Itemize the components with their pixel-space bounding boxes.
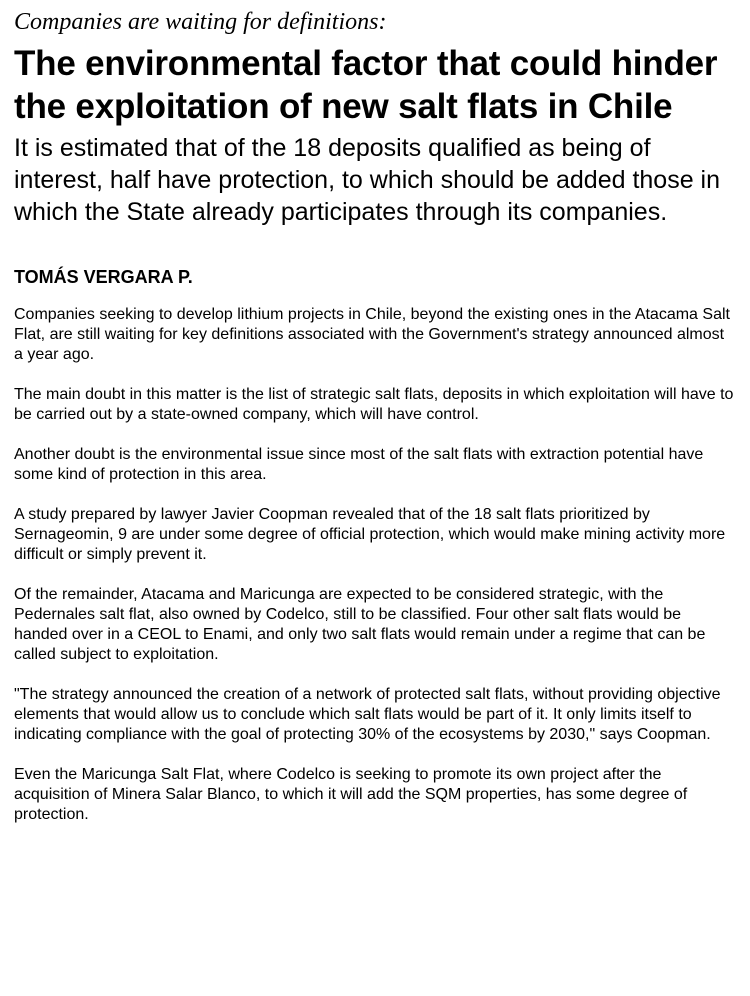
article-paragraph: Another doubt is the environmental issue since most of the salt flats with extraction potential have some kind of protection in this area. [14,446,704,483]
article-author: TOMÁS VERGARA P. [14,267,193,287]
article-paragraph: Companies seeking to develop lithium projects in Chile, beyond the existing ones in the Atacama Salt Flat, are still waiting for key definitions associated with the Government's strategy announced almost a year ago. [14,306,730,363]
article-headline: The environmental factor that could hinder the exploitation of new salt flats in Chile [14,44,718,126]
article-paragraph: Of the remainder, Atacama and Maricunga are expected to be considered strategic, with the Pedernales salt flat, also owned by Codelco, still to be classified. Four other salt flats would be handed over in a CEOL to Enami, and only two salt flats would remain under a regime that can be called subject to exploitation. [14,586,706,663]
article-kicker: Companies are waiting for definitions: [14,9,387,35]
article-subtitle: It is estimated that of the 18 deposits qualified as being of interest, half have protection, to which should be added those in which the State already participates through its companies. [14,134,721,226]
article-body [14,305,736,825]
article-paragraph: "The strategy announced the creation of a network of protected salt flats, without providing objective elements that would allow us to conclude which salt flats would be part of it. It only limits itself to indicating compliance with the goal of protecting 30% of the ecosystems by 2030," says Coopman. [14,686,721,743]
article-paragraph: The main doubt in this matter is the list of strategic salt flats, deposits in which exploitation will have to be carried out by a state-owned company, which will have control. [14,386,734,423]
article-paragraph: Even the Maricunga Salt Flat, where Codelco is seeking to promote its own project after the acquisition of Minera Salar Blanco, to which it will add the SQM properties, has some degree of protection. [14,766,688,823]
article-paragraph: A study prepared by lawyer Javier Coopman revealed that of the 18 salt flats prioritized by Sernageomin, 9 are under some degree of official protection, which would make mining activity more difficult or simply prevent it. [14,506,726,563]
